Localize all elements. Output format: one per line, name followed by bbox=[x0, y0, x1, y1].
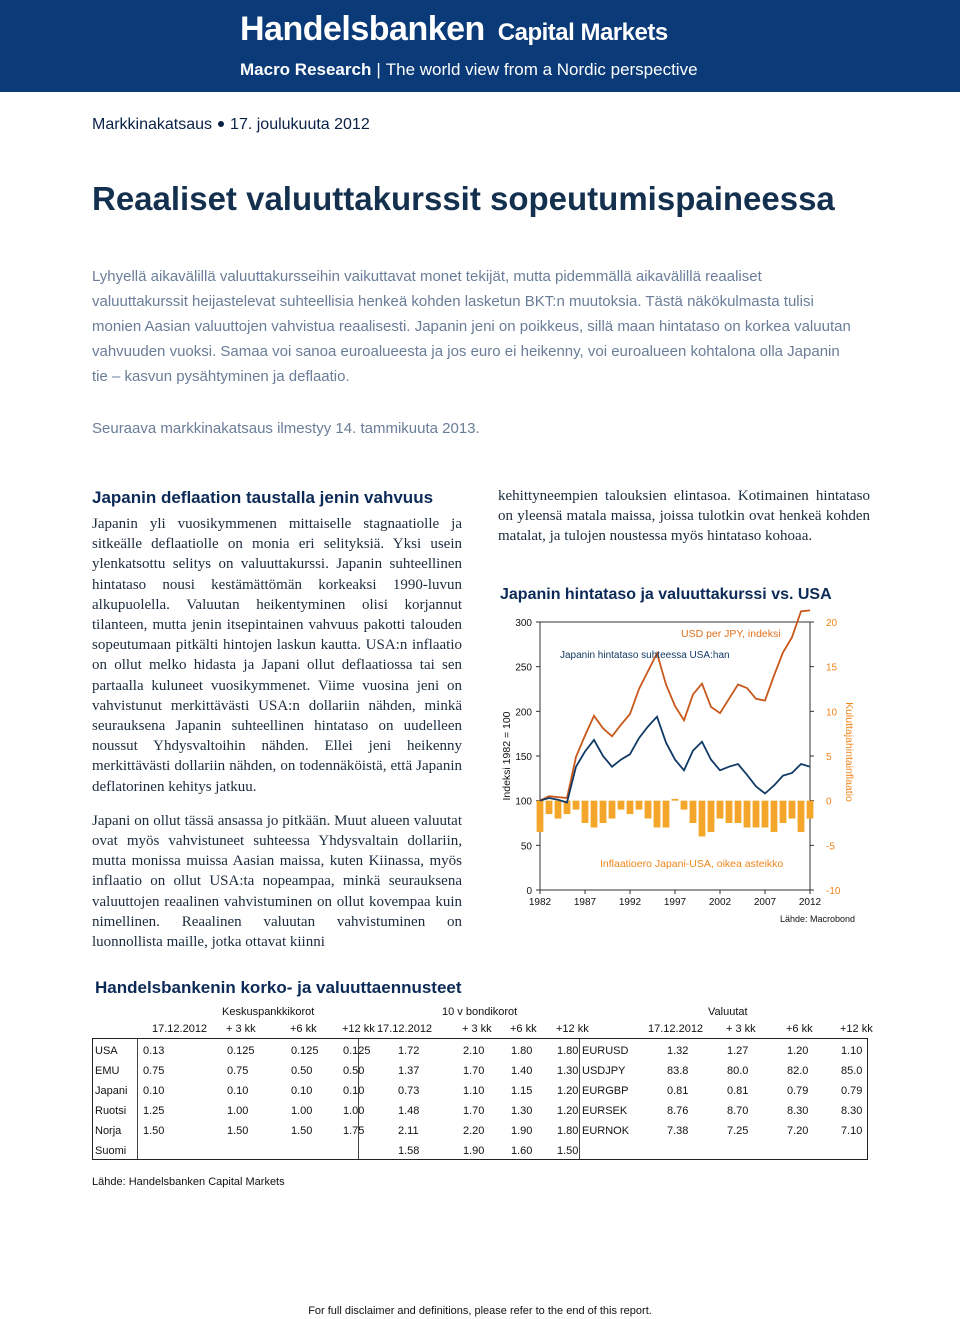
country-cell: Norja bbox=[95, 1125, 122, 1137]
article-paragraph-2: Japani on ollut tässä ansassa jo pitkään. Muut alueen valuutat ovat myös vahvistuneet suhteessa Yhdysvaltain dollariin, mutta monissa muissa Aasian maissa, kuten Kiinassa, myös inflaatio on ollut USA:ta nopeampaa, minkä seurauksena valuuttojen reaalinen vahvistuminen on ollut kovempaa kuin nimellinen. Reaalinen valuutan vahvistuminen on luonnollista maille, jotka ottavat kiinni bbox=[92, 812, 462, 951]
left-tick-label: 50 bbox=[520, 841, 532, 853]
bond-yield-cell: 1.72 bbox=[398, 1045, 420, 1057]
country-cell: USA bbox=[95, 1045, 118, 1057]
right-tick-label: 15 bbox=[826, 662, 838, 674]
bond-yield-cell: 1.58 bbox=[398, 1145, 420, 1157]
fx-forecast-cell: 8.30 bbox=[841, 1105, 863, 1117]
inflation-diff-bar bbox=[537, 801, 544, 832]
bond-yield-cell: 1.48 bbox=[398, 1105, 420, 1117]
group-header-central-bank: Keskuspankkikorot bbox=[222, 1006, 315, 1018]
lead-paragraph: Lyhyellä aikavälillä valuuttakursseihin vaikuttavat monet tekijät, mutta pidemmällä aikavälillä reaaliset valuuttakurssit heijastelevat suhteellisia henkeä kohden lasketun BKT:n muutoksia. Tästä näkökulmasta tulisi monien Aasian valuuttojen vahvistua reaalisesti. Japanin jeni on poikkeus, sillä maan hintataso on korkea valuutan vahvuuden vuoksi. Samaa voi sanoa euroalueesta ja jos euro ei heikenny, voi euroalueen kohtalona olla Japanin tie – kasvun pysähtyminen ja deflaatio. bbox=[92, 268, 851, 385]
bond-yield-cell: 1.30 bbox=[557, 1065, 579, 1077]
plot-frame bbox=[540, 622, 810, 890]
col-header-fx: 17.12.2012 bbox=[648, 1023, 704, 1035]
right-tick-label: -5 bbox=[826, 841, 835, 853]
bond-yield-cell: 0.73 bbox=[398, 1085, 420, 1097]
chart-source: Lähde: Macrobond bbox=[780, 914, 856, 924]
fx-forecast-cell: 1.10 bbox=[841, 1045, 863, 1057]
central-bank-rate-cell: 1.00 bbox=[227, 1105, 249, 1117]
table-column-divider bbox=[579, 1039, 580, 1159]
header-banner bbox=[0, 0, 960, 92]
brand-sub: Capital Markets bbox=[497, 19, 668, 46]
article-left-column bbox=[92, 488, 462, 952]
group-header-bond: 10 v bondikorot bbox=[442, 1006, 518, 1018]
central-bank-rate-cell: 0.75 bbox=[227, 1065, 249, 1077]
legend-relative-price: Japanin hintataso suhteessa USA:han bbox=[560, 650, 730, 661]
legend-inflation: Inflaatioero Japani-USA, oikea asteikko bbox=[600, 858, 784, 870]
fx-forecast-cell: 83.8 bbox=[667, 1065, 689, 1077]
fx-forecast-cell: 8.76 bbox=[667, 1105, 689, 1117]
inflation-diff-bar bbox=[717, 801, 724, 819]
country-cell: Suomi bbox=[95, 1145, 127, 1157]
chart-title: Japanin hintataso ja valuuttakurssi vs. USA bbox=[500, 586, 832, 603]
x-tick-label: 2002 bbox=[708, 897, 732, 908]
inflation-diff-bar bbox=[663, 801, 670, 828]
forecast-table-grid bbox=[92, 1038, 868, 1160]
group-header-fx: Valuutat bbox=[708, 1006, 748, 1018]
x-tick-label: 2007 bbox=[753, 897, 777, 908]
country-cell: EMU bbox=[95, 1065, 120, 1077]
central-bank-rate-cell: 1.75 bbox=[343, 1125, 365, 1137]
fx-forecast-cell: 8.70 bbox=[727, 1105, 749, 1117]
publication-meta bbox=[92, 116, 370, 134]
inflation-diff-bar bbox=[618, 801, 625, 810]
article-paragraph-3: kehittyneempien talouksien elintasoa. Kotimainen hintataso on yleensä matala maissa, joissa tulotkin ovat henkeä kohden matalat, ja tulojen noustessa myös hintataso kohoaa. bbox=[498, 488, 870, 545]
tagline-macro-research: Macro Research bbox=[240, 60, 372, 79]
inflation-diff-bar bbox=[672, 799, 679, 801]
fx-forecast-cell: 80.0 bbox=[727, 1065, 749, 1077]
currency-pair-cell: EURSEK bbox=[582, 1105, 628, 1117]
fx-forecast-cell: 1.27 bbox=[727, 1045, 749, 1057]
fx-forecast-cell: 82.0 bbox=[787, 1065, 809, 1077]
fx-forecast-cell: 1.20 bbox=[787, 1045, 809, 1057]
col-header-fx: +6 kk bbox=[786, 1023, 813, 1035]
tagline-separator: | bbox=[376, 60, 381, 79]
tagline bbox=[240, 60, 698, 80]
inflation-diff-bar bbox=[546, 801, 553, 814]
fx-forecast-cell: 1.32 bbox=[667, 1045, 689, 1057]
bond-yield-cell: 1.80 bbox=[557, 1125, 579, 1137]
central-bank-rate-cell: 1.00 bbox=[291, 1105, 313, 1117]
article-right-column bbox=[498, 486, 870, 547]
inflation-diff-bar bbox=[708, 801, 715, 832]
left-tick-label: 150 bbox=[515, 752, 532, 763]
fx-forecast-cell: 8.30 bbox=[787, 1105, 809, 1117]
col-header-central-bank: + 3 kk bbox=[226, 1023, 256, 1035]
col-header-fx: +12 kk bbox=[840, 1023, 873, 1035]
bond-yield-cell: 1.20 bbox=[557, 1085, 579, 1097]
bond-yield-cell: 1.50 bbox=[557, 1145, 579, 1157]
right-tick-label: 20 bbox=[826, 618, 838, 629]
inflation-diff-bar bbox=[636, 801, 643, 810]
central-bank-rate-cell: 0.125 bbox=[291, 1045, 319, 1057]
col-header-bond: +12 kk bbox=[556, 1023, 589, 1035]
brand-name: Handelsbanken bbox=[240, 10, 485, 48]
bond-yield-cell: 1.20 bbox=[557, 1105, 579, 1117]
x-tick-label: 1982 bbox=[528, 897, 552, 908]
forecast-table bbox=[92, 1005, 873, 1159]
legend-usdjpy: USD per JPY, indeksi bbox=[681, 628, 781, 640]
inflation-diff-bar bbox=[555, 801, 562, 819]
currency-pair-cell: EURNOK bbox=[582, 1125, 630, 1137]
x-tick-label: 1992 bbox=[618, 897, 642, 908]
fx-forecast-cell: 7.38 bbox=[667, 1125, 689, 1137]
right-tick-label: 5 bbox=[826, 752, 832, 763]
inflation-diff-bar bbox=[744, 801, 751, 828]
bond-yield-cell: 1.80 bbox=[511, 1045, 533, 1057]
bond-yield-cell: 1.60 bbox=[511, 1145, 533, 1157]
col-header-bond: 17.12.2012 bbox=[377, 1023, 433, 1035]
article-heading: Japanin deflaation taustalla jenin vahvuus bbox=[92, 488, 434, 507]
col-header-central-bank: 17.12.2012 bbox=[152, 1023, 208, 1035]
bond-yield-cell: 1.80 bbox=[557, 1045, 579, 1057]
inflation-diff-bar bbox=[699, 801, 706, 837]
inflation-diff-bar bbox=[645, 801, 652, 819]
central-bank-rate-cell: 0.10 bbox=[227, 1085, 249, 1097]
inflation-diff-bar bbox=[573, 801, 580, 810]
fx-forecast-cell: 0.81 bbox=[727, 1085, 749, 1097]
currency-pair-cell: USDJPY bbox=[582, 1065, 626, 1077]
inflation-diff-bar bbox=[735, 801, 742, 823]
fx-forecast-cell: 0.79 bbox=[841, 1085, 863, 1097]
price-level-chart bbox=[498, 606, 868, 932]
article-paragraph-1: Japanin yli vuosikymmenen mittaiselle stagnaatiolle ja sitkeälle deflaatiolle on monia eri selityksiä. Yksi usein ylenkatsottu selitys on valuuttakurssi. Japanin suhteellinen hintataso nousi kestämättömän korkeaksi 1990-luvun alkupuolella. Valuutan heikentyminen olisi korjannut tilanteen, mutta jenin itsepintainen vahvuus pakotti talouden sopeutumaan pitkälti hintojen laskun kautta. USA:n inflaatio on ollut melko hidasta ja Japani ollut deflaatiossa tai sen partaalla kuluneet vuosikymmenet. Viime vuosina jeni on vahvistunut merkittävästi USA:n dollariin nähden, minkä seurauksena Japanin suhteellinen hintataso on uudelleen noussut Yhdysvaltoihin nähden. Ellei jeni heikenny merkittävästi dollariin nähden, on todennäköistä, että Japanin deflatorinen kehitys jatkuu. bbox=[92, 516, 462, 795]
currency-pair-cell: EURGBP bbox=[582, 1085, 629, 1097]
inflation-diff-bar bbox=[780, 801, 787, 823]
publication-date: 17. joulukuuta 2012 bbox=[230, 116, 370, 133]
central-bank-rate-cell: 1.50 bbox=[291, 1125, 313, 1137]
col-header-bond: +6 kk bbox=[510, 1023, 537, 1035]
col-header-central-bank: +6 kk bbox=[290, 1023, 317, 1035]
central-bank-rate-cell: 1.00 bbox=[343, 1105, 365, 1117]
central-bank-rate-cell: 0.75 bbox=[143, 1065, 165, 1077]
right-tick-label: -10 bbox=[826, 886, 841, 897]
table-column-divider bbox=[358, 1039, 359, 1159]
inflation-diff-bar bbox=[591, 801, 598, 828]
inflation-diff-bar bbox=[609, 801, 616, 819]
central-bank-rate-cell: 0.125 bbox=[227, 1045, 255, 1057]
fx-forecast-cell: 0.81 bbox=[667, 1085, 689, 1097]
col-header-central-bank: +12 kk bbox=[342, 1023, 375, 1035]
fx-forecast-cell: 7.10 bbox=[841, 1125, 863, 1137]
bond-yield-cell: 2.20 bbox=[463, 1125, 485, 1137]
table-column-divider bbox=[137, 1039, 138, 1159]
col-header-fx: + 3 kk bbox=[726, 1023, 756, 1035]
inflation-diff-bar bbox=[681, 801, 688, 810]
disclaimer-footer: For full disclaimer and definitions, please refer to the end of this report. bbox=[308, 1305, 652, 1317]
central-bank-rate-cell: 1.25 bbox=[143, 1105, 165, 1117]
bond-yield-cell: 2.10 bbox=[463, 1045, 485, 1057]
fx-forecast-cell: 85.0 bbox=[841, 1065, 863, 1077]
fx-forecast-cell: 0.79 bbox=[787, 1085, 809, 1097]
right-tick-label: 0 bbox=[826, 796, 832, 808]
inflation-diff-bar bbox=[690, 801, 697, 823]
inflation-diff-bar bbox=[600, 801, 607, 823]
page-title: Reaaliset valuuttakurssit sopeutumispaineessa bbox=[92, 180, 835, 217]
left-tick-label: 250 bbox=[515, 662, 532, 674]
bond-yield-cell: 1.70 bbox=[463, 1065, 485, 1077]
left-tick-label: 200 bbox=[515, 707, 532, 719]
left-tick-label: 300 bbox=[515, 618, 532, 629]
brand-logo bbox=[240, 10, 668, 49]
right-tick-label: 10 bbox=[826, 707, 838, 719]
inflation-diff-bar bbox=[726, 801, 733, 823]
col-header-bond: + 3 kk bbox=[462, 1023, 492, 1035]
inflation-diff-bar bbox=[582, 801, 589, 823]
inflation-diff-bar bbox=[753, 801, 760, 828]
inflation-diff-bar bbox=[771, 801, 778, 832]
fx-forecast-cell: 7.25 bbox=[727, 1125, 749, 1137]
bond-yield-cell: 1.90 bbox=[511, 1125, 533, 1137]
central-bank-rate-cell: 0.10 bbox=[143, 1085, 165, 1097]
bond-yield-cell: 1.37 bbox=[398, 1065, 420, 1077]
bond-yield-cell: 1.40 bbox=[511, 1065, 533, 1077]
fx-forecast-cell: 7.20 bbox=[787, 1125, 809, 1137]
currency-pair-cell: EURUSD bbox=[582, 1045, 629, 1057]
central-bank-rate-cell: 1.50 bbox=[227, 1125, 249, 1137]
table-source: Lähde: Handelsbanken Capital Markets bbox=[92, 1176, 285, 1188]
bond-yield-cell: 1.15 bbox=[511, 1085, 533, 1097]
central-bank-rate-cell: 0.125 bbox=[343, 1045, 371, 1057]
bond-yield-cell: 1.90 bbox=[463, 1145, 485, 1157]
publication-name: Markkinakatsaus bbox=[92, 116, 213, 133]
central-bank-rate-cell: 0.10 bbox=[343, 1085, 365, 1097]
inflation-diff-bar bbox=[654, 801, 661, 828]
inflation-diff-bar bbox=[789, 801, 796, 819]
x-tick-label: 2012 bbox=[798, 897, 822, 908]
inflation-diff-bar bbox=[807, 801, 814, 819]
inflation-diff-bar bbox=[798, 801, 805, 832]
inflation-diff-bar bbox=[762, 801, 769, 828]
left-tick-label: 0 bbox=[526, 886, 532, 897]
country-cell: Ruotsi bbox=[95, 1105, 127, 1117]
bond-yield-cell: 1.10 bbox=[463, 1085, 485, 1097]
central-bank-rate-cell: 0.50 bbox=[291, 1065, 313, 1077]
central-bank-rate-cell: 0.10 bbox=[291, 1085, 313, 1097]
left-tick-label: 100 bbox=[515, 796, 532, 808]
forecast-table-title: Handelsbankenin korko- ja valuuttaennusteet bbox=[95, 978, 462, 997]
y-axis-label-right: Kuluttajahintainflaatio bbox=[843, 702, 855, 802]
bond-yield-cell: 2.11 bbox=[398, 1125, 419, 1137]
relative-price-line bbox=[540, 717, 810, 803]
central-bank-rate-cell: 0.13 bbox=[143, 1045, 165, 1057]
x-tick-label: 1987 bbox=[573, 897, 597, 908]
bond-yield-cell: 1.30 bbox=[511, 1105, 533, 1117]
bond-yield-cell: 1.70 bbox=[463, 1105, 485, 1117]
central-bank-rate-cell: 1.50 bbox=[143, 1125, 165, 1137]
central-bank-rate-cell: 0.50 bbox=[343, 1065, 365, 1077]
inflation-diff-bar bbox=[627, 801, 634, 814]
tagline-text: The world view from a Nordic perspective bbox=[385, 60, 698, 79]
next-issue-note: Seuraava markkinakatsaus ilmestyy 14. tammikuuta 2013. bbox=[92, 420, 480, 437]
x-tick-label: 1997 bbox=[663, 897, 687, 908]
country-cell: Japani bbox=[95, 1085, 128, 1097]
bullet-dot-icon bbox=[218, 121, 224, 127]
y-axis-label-left: Indeksi 1982 = 100 bbox=[501, 711, 513, 801]
